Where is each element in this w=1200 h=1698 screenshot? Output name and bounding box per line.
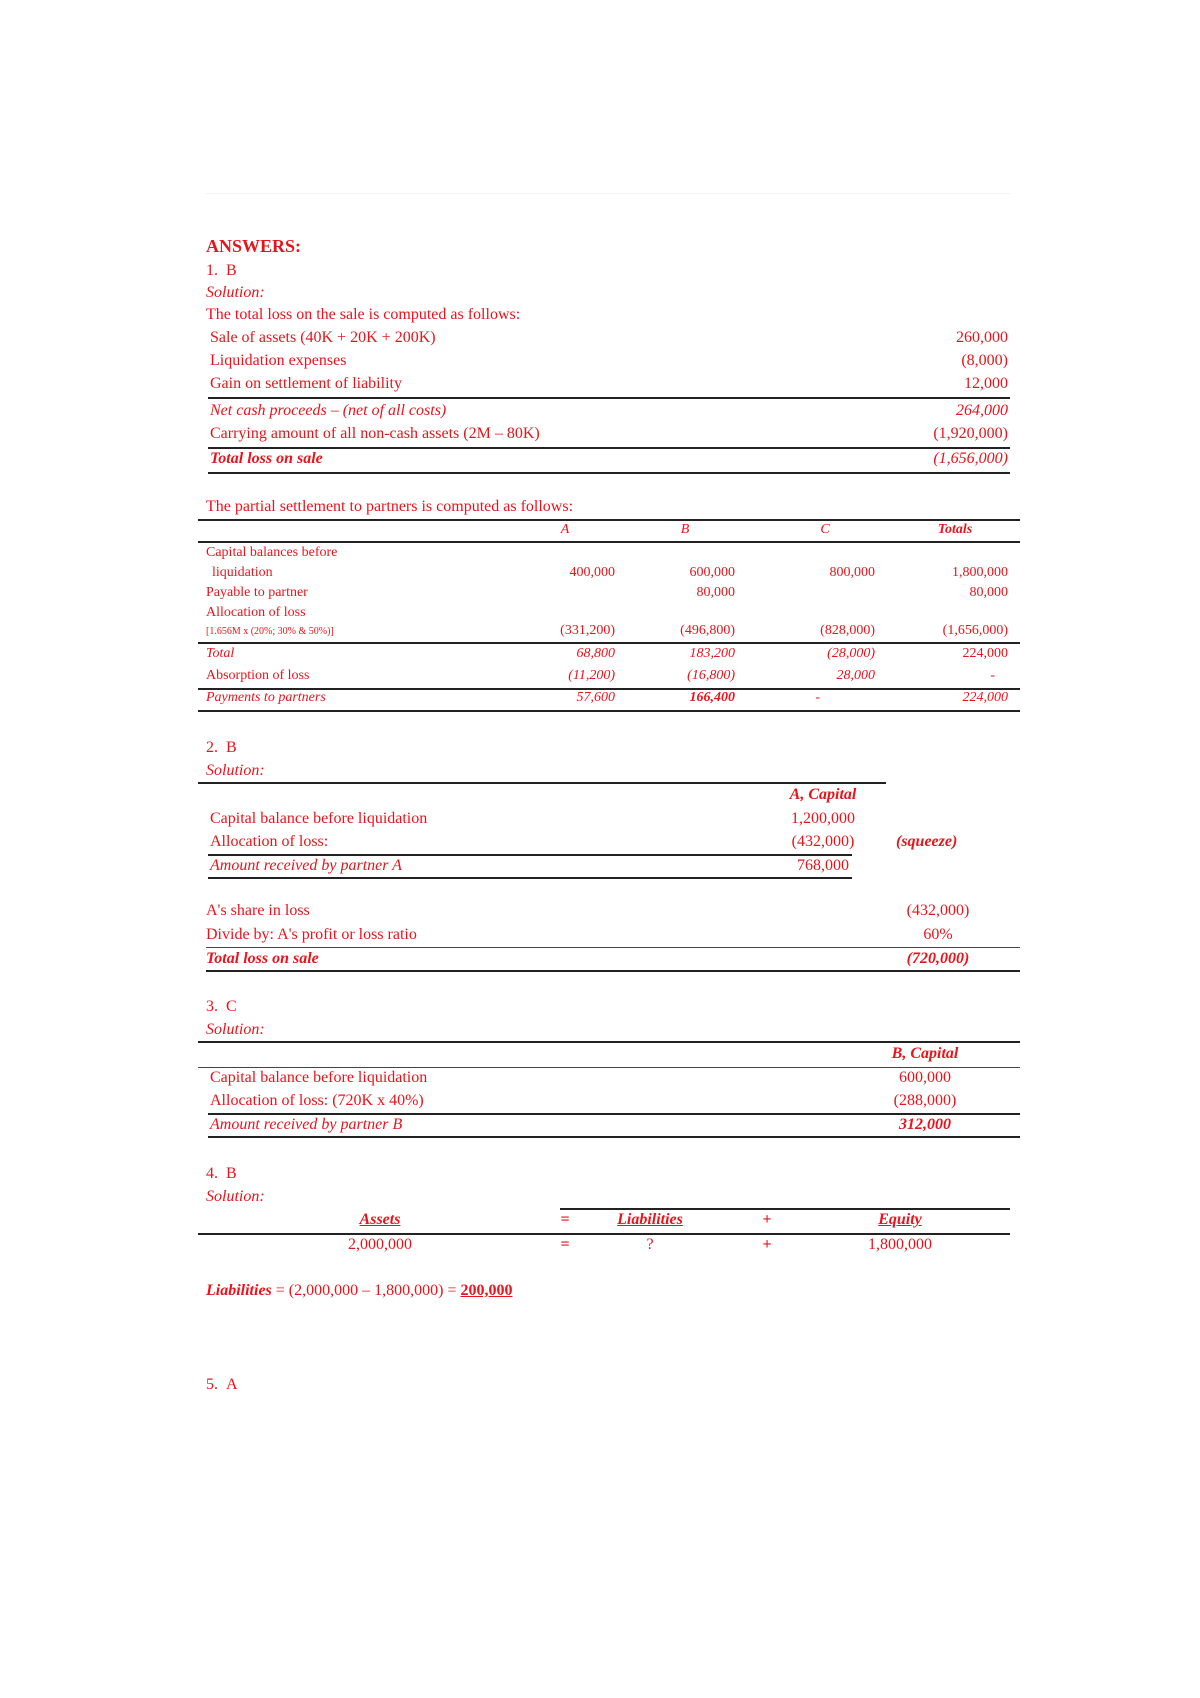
q1-row-value: 264,000 [956, 402, 1008, 419]
partial-cell: (16,800) [687, 668, 735, 683]
col-header-b: B [680, 522, 690, 537]
q4-number-line [206, 1165, 237, 1183]
q4-header-assets: Assets [359, 1211, 401, 1228]
divider [208, 1113, 1020, 1115]
partial-cell: (11,200) [568, 668, 615, 683]
q2-row2-value: (720,000) [906, 950, 970, 967]
partial-row-label: Absorption of loss [206, 668, 310, 683]
partial-row-label: Total [206, 646, 235, 661]
partial-cell: 57,600 [576, 690, 615, 705]
q2-row-label: Amount received by partner A [210, 857, 402, 874]
q1-answer: B [226, 262, 237, 279]
partial-row-label: [1.656M x (20%; 30% & 50%)] [206, 626, 334, 637]
partial-cell: (496,800) [680, 623, 735, 638]
q3-row-label: Capital balance before liquidation [210, 1069, 428, 1086]
q4-value-assets: 2,000,000 [348, 1236, 412, 1253]
partial-cell: (828,000) [820, 623, 875, 638]
partial-row-label: Capital balances before [206, 545, 338, 560]
q2-number: 2. [206, 739, 218, 756]
divider [198, 519, 1020, 521]
q3-number: 3. [206, 998, 218, 1015]
answers-heading: ANSWERS: [206, 236, 302, 256]
divider [198, 1041, 1020, 1043]
q2-answer: B [226, 739, 237, 756]
col-header-c: C [820, 522, 830, 537]
q5-number-line [206, 1376, 238, 1394]
q3-solution-label: Solution: [206, 1021, 265, 1038]
q3-row-label: Allocation of loss: (720K x 40%) [210, 1092, 424, 1109]
divider [198, 541, 1020, 543]
partial-row-label: Payable to partner [206, 585, 308, 600]
q3-row-value: 312,000 [899, 1116, 951, 1133]
divider [208, 1136, 1020, 1138]
partial-cell: 80,000 [696, 585, 735, 600]
q4-value-equity: 1,800,000 [868, 1236, 932, 1253]
partial-row-label: liquidation [212, 565, 273, 580]
divider [198, 1233, 1010, 1235]
partial-cell: 400,000 [569, 565, 615, 580]
q2-row2-label: Total loss on sale [206, 950, 319, 967]
q3-row-value: 600,000 [899, 1069, 951, 1086]
q2-col-header: A, Capital [789, 786, 857, 803]
q2-squeeze-note: (squeeze) [896, 833, 958, 850]
divider [198, 782, 886, 784]
partial-cell: (1,656,000) [942, 623, 1008, 638]
q4-value-liabilities: ? [646, 1236, 654, 1253]
q1-row-value: (1,920,000) [933, 425, 1008, 442]
partial-cell: - [815, 690, 820, 705]
q1-number-line [206, 262, 237, 280]
q1-row-label: Carrying amount of all non-cash assets (2M – 80K) [210, 425, 540, 442]
q3-col-header: B, Capital [891, 1045, 959, 1062]
q1-row-label: Net cash proceeds – (net of all costs) [210, 402, 447, 419]
q3-row-value: (288,000) [893, 1092, 957, 1109]
q3-answer: C [226, 998, 237, 1015]
divider [208, 854, 852, 856]
divider [198, 710, 1020, 712]
q3-number-line [206, 998, 237, 1016]
q5-answer: A [226, 1376, 238, 1393]
q2-row-label: Allocation of loss: [210, 833, 329, 850]
q2-row2-label: A's share in loss [206, 902, 310, 919]
partial-cell: 68,800 [576, 646, 615, 661]
q4-number: 4. [206, 1165, 218, 1182]
partial-cell: 1,800,000 [952, 565, 1008, 580]
partial-cell: 80,000 [969, 585, 1008, 600]
partial-cell: 166,400 [689, 690, 735, 705]
partial-cell: 224,000 [962, 690, 1008, 705]
q2-row2-value: 60% [923, 926, 953, 943]
q1-row-value: 260,000 [956, 329, 1008, 346]
q1-row-value: (8,000) [961, 352, 1008, 369]
col-header-totals: Totals [937, 522, 973, 537]
partial-cell: (28,000) [827, 646, 875, 661]
q2-row-label: Capital balance before liquidation [210, 810, 428, 827]
q1-row-label: Liquidation expenses [210, 352, 347, 369]
q4-solution-label: Solution: [206, 1188, 265, 1205]
top-divider [206, 193, 1010, 194]
partial-cell: 800,000 [829, 565, 875, 580]
divider [208, 397, 1010, 399]
q5-number: 5. [206, 1376, 218, 1393]
q1-partial-intro: The partial settlement to partners is computed as follows: [206, 498, 574, 515]
divider [198, 1067, 1020, 1068]
q1-number: 1. [206, 262, 218, 279]
partial-cell: 224,000 [962, 646, 1008, 661]
partial-row-label: Allocation of loss [206, 605, 306, 620]
q1-intro: The total loss on the sale is computed as follows: [206, 306, 521, 323]
q1-row-label: Gain on settlement of liability [210, 375, 402, 392]
q1-solution-label: Solution: [206, 284, 265, 301]
divider [206, 970, 1020, 972]
q2-row-value: (432,000) [791, 833, 855, 850]
q1-row-value: (1,656,000) [933, 450, 1008, 467]
partial-cell: (331,200) [560, 623, 615, 638]
divider [198, 642, 1020, 644]
q4-answer: B [226, 1165, 237, 1182]
q1-row-value: 12,000 [964, 375, 1008, 392]
q4-result-value: 200,000 [460, 1282, 513, 1299]
q2-row2-label: Divide by: A's profit or loss ratio [206, 926, 417, 943]
divider [208, 447, 1010, 449]
q1-row-label: Total loss on sale [210, 450, 323, 467]
partial-cell: 28,000 [836, 668, 875, 683]
q4-value-plus: + [762, 1236, 772, 1253]
divider [208, 877, 852, 879]
q4-result [206, 1282, 512, 1300]
q1-row-label: Sale of assets (40K + 20K + 200K) [210, 329, 436, 346]
divider [206, 947, 1020, 948]
q4-header-eq: = [560, 1211, 570, 1228]
divider [560, 1208, 1010, 1210]
q4-result-label: Liabilities [206, 1282, 272, 1299]
partial-cell: 183,200 [689, 646, 735, 661]
q2-row-value: 1,200,000 [791, 810, 855, 827]
q2-solution-label: Solution: [206, 762, 265, 779]
q4-result-expr: = (2,000,000 – 1,800,000) = [271, 1282, 461, 1299]
q4-value-eq: = [560, 1236, 570, 1253]
partial-cell: - [990, 668, 995, 683]
q4-header-equity: Equity [878, 1211, 922, 1228]
q4-header-plus: + [762, 1211, 772, 1228]
q2-number-line [206, 739, 237, 757]
q3-row-label: Amount received by partner B [210, 1116, 403, 1133]
q2-row2-value: (432,000) [906, 902, 970, 919]
partial-row-label: Payments to partners [206, 690, 326, 705]
q2-row-value: 768,000 [797, 857, 849, 874]
q4-header-liabilities: Liabilities [617, 1211, 683, 1228]
partial-cell: 600,000 [689, 565, 735, 580]
col-header-a: A [560, 522, 570, 537]
divider [208, 472, 1010, 474]
